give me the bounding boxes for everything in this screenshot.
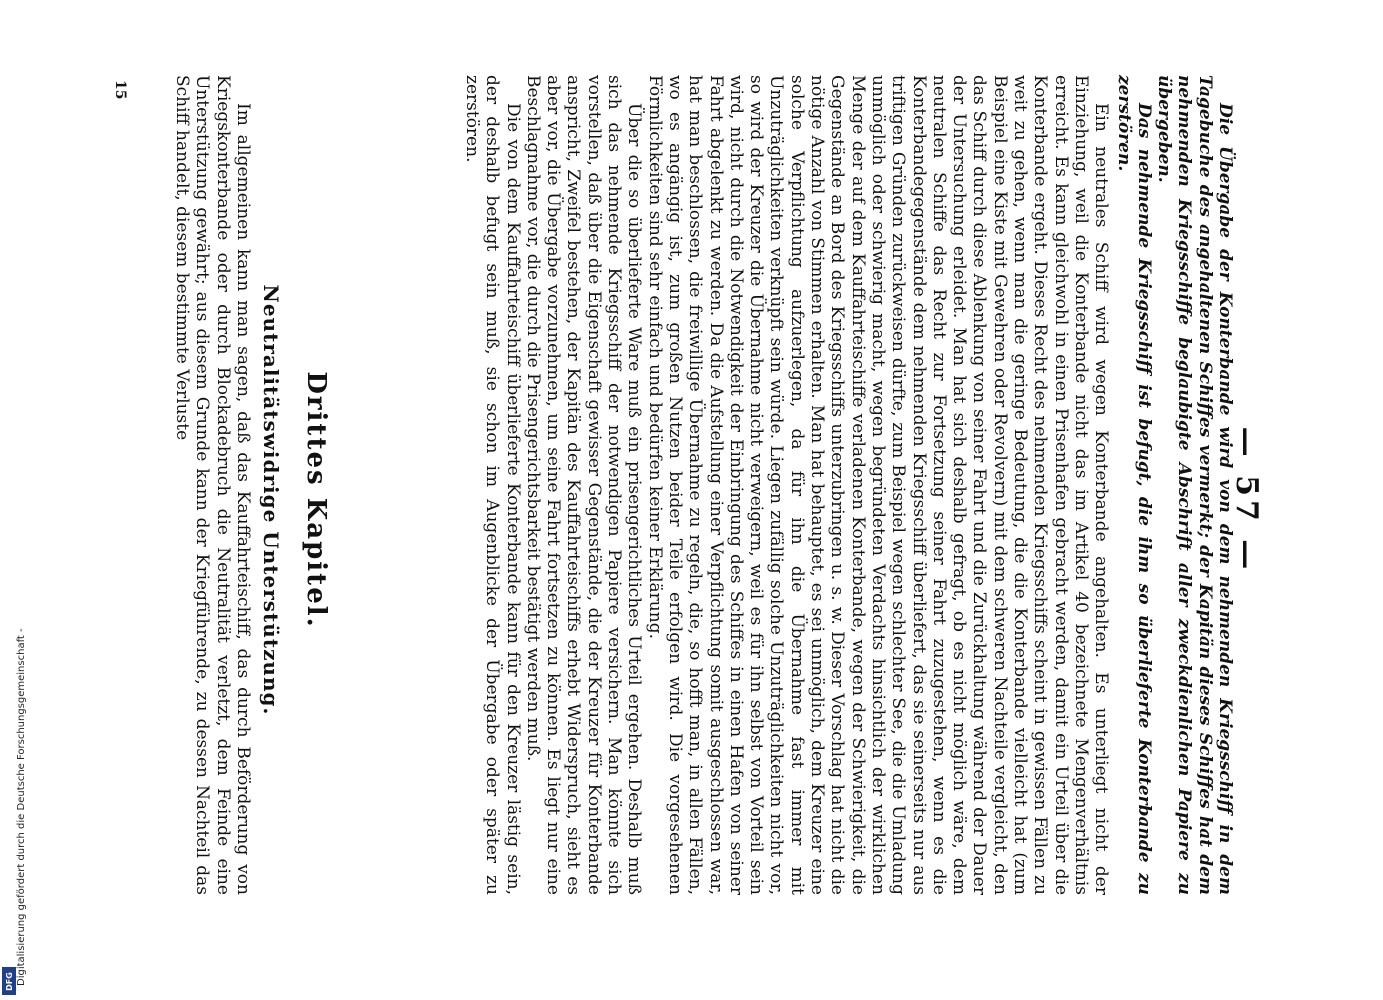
chapter-body-text <box>172 75 253 895</box>
chapter-paragraph-1: Im allgemeinen kann man sagen, daß das Kauffahrteischiff, das durch Beförderung von Kriegskonterbande oder durch Blockadebruch die Neutralität verletzt, dem Feinde eine Unterstützung gewährt; aus diesem Grunde kann der Kriegführende, zu dessen Nachteil das Schiff handelt, diesem bestimmte Verluste <box>172 75 253 895</box>
dfg-logo: DFG <box>2 967 16 995</box>
paragraph-3: Ein neutrales Schiff wird wegen Konterbande angehalten. Es unterliegt nicht der Einziehung, weil die Konterbande nicht das im Artikel 40 bezeichnete Mengenverhältnis erreicht. Es kann gleichwohl in einen Prisenhafen gebracht werden, damit ein Urteil über die Konterbande ergeht. Dieses Recht des nehmenden Kriegsschiffs scheint in gewissen Fällen zu weit zu gehen, wenn man die geringe Bedeutung, die die Konterbande vielleicht hat (zum Beispiel eine Kiste mit Gewehren oder Revolvern) mit dem schweren Nachteile vergleicht, den das Schiff durch diese Ablenkung von seiner Fahrt und die Zurückhaltung während der Dauer der Untersuchung erleidet. Man hat sich deshalb gefragt, ob es nicht möglich wäre, dem neutralen Schiffe das Recht zur Fortsetzung seiner Fahrt zuzugestehen, wenn es die Konterbandegegenstände dem nehmenden Kriegsschiff überliefert, das sie seinerseits nur aus triftigen Gründen zurückweisen dürfte, zum Beispiel wegen schlechter See, die die Umladung unmöglich oder schwierig macht, wegen begründeten Verdachts hinsichtlich der wirklichen Menge der auf dem Kauffahrteischiffe verladenen Konterbande, wegen der Schwierigkeit, die Gegenstände an Bord des Kriegsschiffs unterzubringen u. s. w. Dieser Vorschlag hat nicht die nötige Anzahl von Stimmen erhalten. Man hat behauptet, es sei unmöglich, dem Kreuzer eine solche Verpflichtung aufzuerlegen, da für ihn die Übernahme fast immer mit Unzuträglichkeiten verknüpft sein würde. Liegen zufällig solche Unzuträglichkeiten nicht vor, so wird der Kreuzer die Übernahme nicht verweigern, weil es für ihn selbst von Vorteil sein wird, nicht durch die Notwendigkeit der Einbringung des Schiffes in einen Hafen von seiner Fahrt abgelenkt zu werden. Da die Aufstellung einer Verpflichtung somit ausgeschlossen war, hat man beschlossen, die freiwillige Übernahme zu regeln, die, so hofft man, in allen Fällen, wo es angängig ist, zum großen Nutzen beider Teile erfolgen wird. Die vorgesehenen Förmlichkeiten sind sehr einfach und bedürfen keiner Erklärung. <box>644 75 1112 895</box>
footer-page-number: 15 <box>112 80 128 100</box>
page-number: — 57 — <box>1229 426 1264 574</box>
paragraph-italic-2: Das nehmende Kriegsschiff ist befugt, die ihm so überlieferte Konterbande zu zerstören. <box>1113 75 1154 895</box>
credit-text: Digitalisierung gefördert durch die Deutsche Forschungsgemeinschaft - <box>16 628 27 986</box>
section-heading: Neutralitätswidrige Unterstützung. <box>259 284 283 716</box>
digitization-credit <box>2 0 27 1000</box>
body-text <box>462 75 1235 895</box>
paragraph-italic-1: Die Übergabe der Konterbande wird von dem nehmenden Kriegsschiff in dem Tagebuche des angehaltenen Schiffes vermerkt; der Kapitän dieses Schiffes hat dem nehmenden Kriegsschiffe beglaubigte Abschrift aller zweckdienlichen Papiere zu übergeben. <box>1154 75 1235 895</box>
chapter-title: Drittes Kapitel. <box>301 371 331 629</box>
paragraph-5: Die von dem Kauffahrteischiff überlieferte Konterbande kann für den Kreuzer lästig sein, der deshalb befugt sein muß, sie schon im Augenblicke der Übergabe oder später zu zerstören. <box>462 75 523 895</box>
paragraph-4: Über die so überlieferte Ware muß ein prisengerichtliches Urteil ergehen. Deshalb muß sich das nehmende Kriegsschiff der notwendigen Papiere versichern. Man könnte sich vorstellen, daß über die Eigenschaft gewisser Gegenstände, die der Kreuzer für Konterbande anspricht, Zweifel bestehen, der Kapitän des Kauffahrteischiffs erhebt Widerspruch, sieht es aber vor, die Übergabe vorzunehmen, um seine Fahrt fortsetzen zu können. Es liegt nur eine Beschlagnahme vor, die durch die Prisengerichtsbarkeit bestätigt werden muß. <box>522 75 645 895</box>
